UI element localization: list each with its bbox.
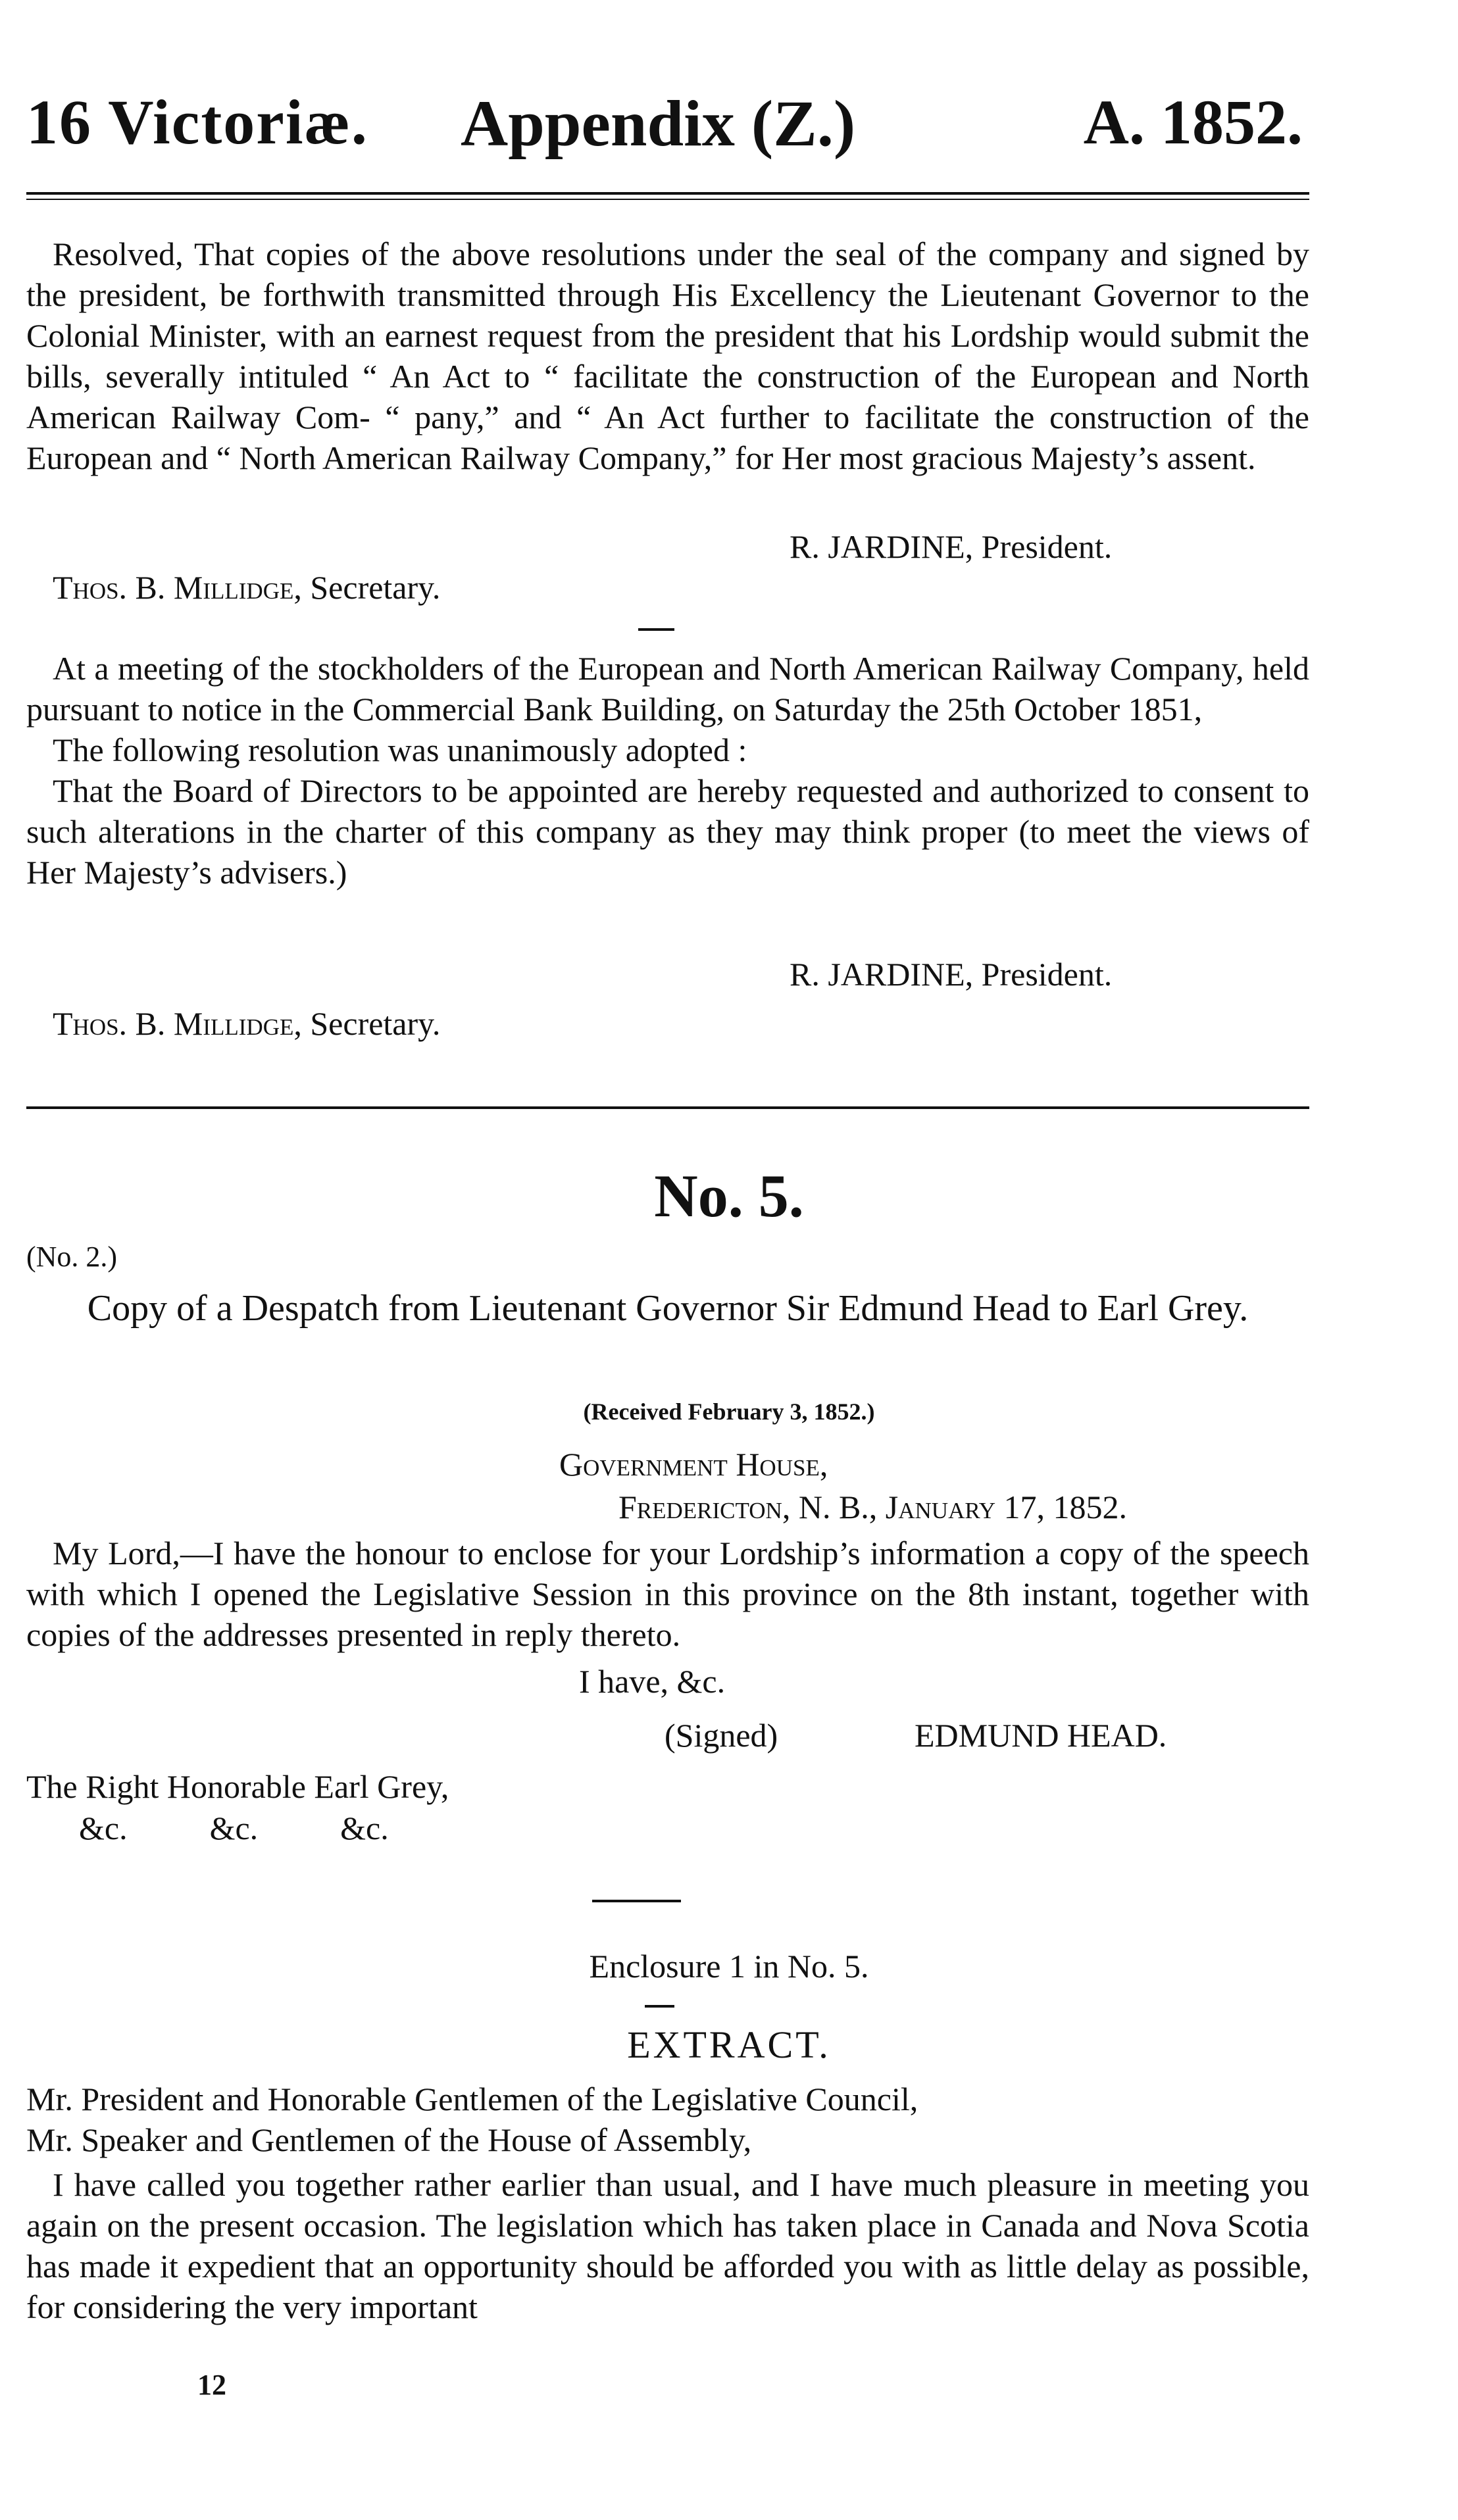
enclosure-heading: Enclosure 1 in No. 5.	[589, 1948, 869, 1985]
resolution-paragraph	[26, 234, 1309, 478]
place-line-1: Government House,	[559, 1446, 828, 1483]
short-divider	[638, 628, 674, 631]
meeting-adopted: The following resolution was unanimously adopted :	[53, 731, 747, 768]
resolution-signature: R. JARDINE, President.	[790, 528, 1113, 565]
signed-label: (Signed)	[665, 1717, 778, 1754]
running-header	[26, 72, 1309, 164]
header-rule-top	[26, 192, 1309, 195]
meeting-signature: R. JARDINE, President.	[790, 956, 1113, 993]
header-year: A. 1852.	[1083, 87, 1303, 157]
place-line-2: Fredericton, N. B., January 17, 1852.	[618, 1489, 1128, 1525]
addressee: The Right Honorable Earl Grey,	[26, 1768, 449, 1805]
secretary-title: Secretary.	[310, 569, 441, 606]
short-divider	[592, 1900, 681, 1902]
despatch-reference: (No. 2.)	[26, 1241, 118, 1273]
salutation-assembly: Mr. Speaker and Gentlemen of the House of Assembly,	[26, 2121, 752, 2158]
meeting-secretary	[53, 1003, 440, 1044]
short-divider	[645, 2005, 674, 2008]
signer-name: EDMUND HEAD.	[915, 1717, 1167, 1754]
despatch-body	[26, 1533, 1309, 1655]
meeting-intro: At a meeting of the stockholders of the European and North American Railway Company, held pursuant to notice in the Commercial Bank Building, on Saturday the 25th October 1851,	[26, 650, 1309, 728]
page-number: 12	[197, 2369, 226, 2401]
header-appendix: Appendix (Z.)	[461, 87, 856, 160]
addressee-etc: &c. &c. &c.	[79, 1810, 389, 1846]
salutation-council: Mr. President and Honorable Gentlemen of the Legislative Council,	[26, 2081, 918, 2117]
received-date: (Received February 3, 1852.)	[583, 1398, 875, 1425]
section-number: No. 5.	[654, 1162, 804, 1229]
secretary-title: Secretary.	[310, 1005, 441, 1042]
resolution-secretary	[53, 567, 440, 608]
speech-body	[26, 2164, 1309, 2327]
meeting-section	[26, 648, 1309, 893]
secretary-name: Thos. B. Millidge,	[53, 569, 302, 606]
closing: I have, &c.	[579, 1663, 726, 1700]
header-rule-bottom	[26, 199, 1309, 200]
meeting-resolution: That the Board of Directors to be appointed are hereby requested and authorized to consent to such alterations in the charter of this company as they may think proper (to meet the views of Her Majesty’s advisers.)	[26, 772, 1309, 891]
resolution-text: Resolved, That copies of the above resolutions under the seal of the company and signed by the president, be forthwith transmitted through His Excellency the Lieutenant Governor to the Colonial Minister, with an earnest request from the president that his Lordship would submit the bills, severally intituled “ An Act to “ facilitate the construction of the European and North American Railway Com- “ pany,” and “ An Act further to facilitate the construction of the European and “ North American Railway Company,” for Her most gracious Majesty’s assent.	[26, 235, 1309, 476]
despatch-title: Copy of a Despatch from Lieutenant Governor Sir Edmund Head to Earl Grey.	[87, 1288, 1249, 1329]
speech-text: I have called you together rather earlier than usual, and I have much pleasure in meeting you again on the present occasion. The legislation which has taken place in Canada and Nova Scotia has made it expedient that an opportunity should be afforded you with as little delay as possible, for considering the very important	[26, 2166, 1309, 2325]
header-regnal-year: 16 Victoriæ.	[26, 87, 368, 157]
secretary-name: Thos. B. Millidge,	[53, 1005, 302, 1042]
extract-heading: EXTRACT.	[627, 2023, 831, 2066]
section-divider	[26, 1106, 1309, 1109]
despatch-text: My Lord,—I have the honour to enclose for your Lordship’s information a copy of the speech with which I opened the Legislative Session in this province on the 8th instant, together with copies of the addresses presented in reply thereto.	[26, 1535, 1309, 1653]
